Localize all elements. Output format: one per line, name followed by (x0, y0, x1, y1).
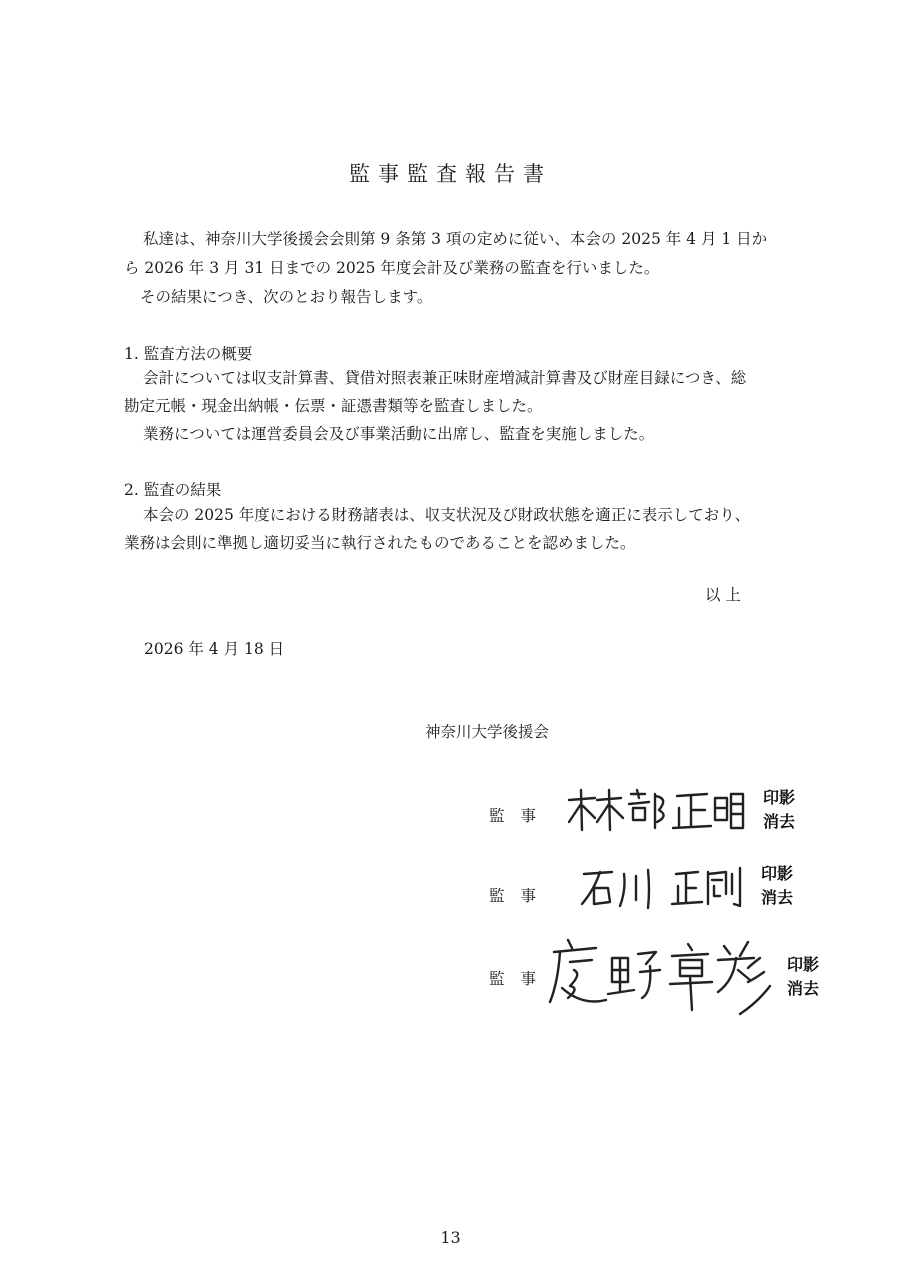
section-2-line-1: 本会の 2025 年度における財務諸表は、収支状況及び財政状態を適正に表示しており、 (143, 506, 751, 524)
auditor-3-stamp-line-1: 印影 (787, 955, 820, 974)
auditor-1-stamp-line-2: 消去 (763, 812, 796, 831)
section-1-line-3: 業務については運営委員会及び事業活動に出席し、監査を実施しました。 (143, 425, 655, 443)
auditor-3-role: 監事 (489, 970, 553, 988)
organization-name: 神奈川大学後援会 (425, 723, 550, 741)
section-2-heading: 2. 監査の結果 (124, 481, 222, 499)
intro-line-1: 私達は、神奈川大学後援会会則第 9 条第 3 項の定めに従い、本会の 2025 年 4 月 1 日か (143, 230, 768, 248)
section-2-line-2: 業務は会則に準拠し適切妥当に執行されたものであることを認めました。 (124, 534, 636, 552)
auditor-3-stamp-removed (787, 953, 819, 1001)
auditor-3-stamp-line-2: 消去 (787, 979, 820, 998)
report-date: 2026 年 4 月 18 日 (144, 640, 285, 658)
section-1-line-2: 勘定元帳・現金出納帳・伝票・証憑書類等を監査しました。 (124, 397, 543, 415)
page-title: 監事監査報告書 (349, 162, 552, 186)
intro-line-3: その結果につき、次のとおり報告します。 (140, 288, 433, 306)
closing-mark: 以 上 (705, 586, 741, 604)
auditor-2-stamp-removed (761, 862, 793, 910)
auditor-1-role: 監事 (489, 807, 553, 825)
page-number: 13 (440, 1228, 461, 1247)
auditor-1-stamp-removed (763, 786, 795, 834)
auditor-2-stamp-line-1: 印影 (761, 864, 794, 883)
section-1-heading: 1. 監査方法の概要 (124, 345, 253, 363)
auditor-1-signature (565, 788, 745, 834)
auditor-1-stamp-line-1: 印影 (763, 788, 796, 807)
auditor-2-signature (580, 864, 745, 912)
auditor-2-stamp-line-2: 消去 (761, 888, 794, 907)
section-1-line-1: 会計については収支計算書、貸借対照表兼正味財産増減計算書及び財産目録につき、総 (143, 369, 747, 387)
intro-line-2: ら 2026 年 3 月 31 日までの 2025 年度会計及び業務の監査を行いました。 (124, 259, 660, 277)
auditor-3-signature (548, 936, 776, 1018)
auditor-2-role: 監事 (489, 887, 553, 905)
